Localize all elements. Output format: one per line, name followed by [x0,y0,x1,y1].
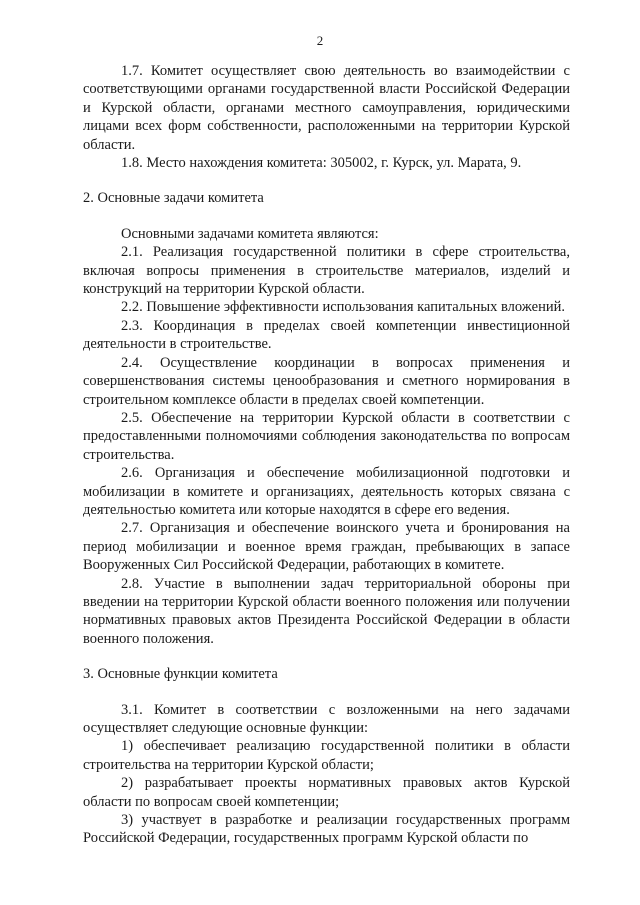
function-item-3: 3) участвует в разработке и реализации государственных программ Российской Федерации, государственных программ Курской области по [83,812,570,847]
section-2-heading: 2. Основные задачи комитета [83,190,264,207]
section-3-heading: 3. Основные функции комитета [83,666,278,683]
task-item-2-7: 2.7. Организация и обеспечение воинского учета и бронирования на период мобилизации и военное время граждан, пребывающих в запасе Вооруженных Сил Российской Федерации, работающих в комитете. [83,520,570,574]
task-item-2-4: 2.4. Осуществление координации в вопросах применения и совершенствования системы ценообразования и сметного нормирования в строительном комплексе области в пределах своей компетенции. [83,354,570,408]
task-item-2-8: 2.8. Участие в выполнении задач территориальной обороны при введении на территории Курской области военного положения или получении нормативных правовых актов Президента Российской Федерации в области военного положения. [83,575,570,647]
task-item-2-1: 2.1. Реализация государственной политики в сфере строительства, включая вопросы применения в строительстве материалов, изделий и конструкций на территории Курской области. [83,244,570,298]
paragraph-1-8: 1.8. Место нахождения комитета: 305002, г. Курск, ул. Марата, 9. [121,155,522,172]
task-item-2-2: 2.2. Повышение эффективности использования капитальных вложений. [121,299,565,316]
task-item-2-5: 2.5. Обеспечение на территории Курской области в соответствии с предоставленными полномочиями соблюдения законодательства по вопросам строительства. [83,409,570,463]
paragraph-1-7: 1.7. Комитет осуществляет свою деятельность во взаимодействии с соответствующими органами государственной власти Российской Федерации и Курской области, органами местного самоуправления, юридическими лицами всех форм собственности, расположенными на территории Курской области. [83,63,570,153]
document-body [83,62,570,848]
page-number: 2 [316,33,324,48]
task-item-2-6: 2.6. Организация и обеспечение мобилизационной подготовки и мобилизации в комитете и организациях, деятельность которых связана с деятельностью комитета или которые находятся в сфере его ведения. [83,465,570,518]
task-item-2-3: 2.3. Координация в пределах своей компетенции инвестиционной деятельности в строительстве. [83,317,570,353]
function-item-1: 1) обеспечивает реализацию государственной политики в области строительства на территории Курской области; [83,738,570,773]
function-intro-3-1: 3.1. Комитет в соответствии с возложенными на него задачами осуществляет следующие основные функции: [83,701,570,736]
function-item-2: 2) разрабатывает проекты нормативных правовых актов Курской области по вопросам своей компетенции; [83,775,570,810]
section-2-intro: Основными задачами комитета являются: [121,225,379,242]
